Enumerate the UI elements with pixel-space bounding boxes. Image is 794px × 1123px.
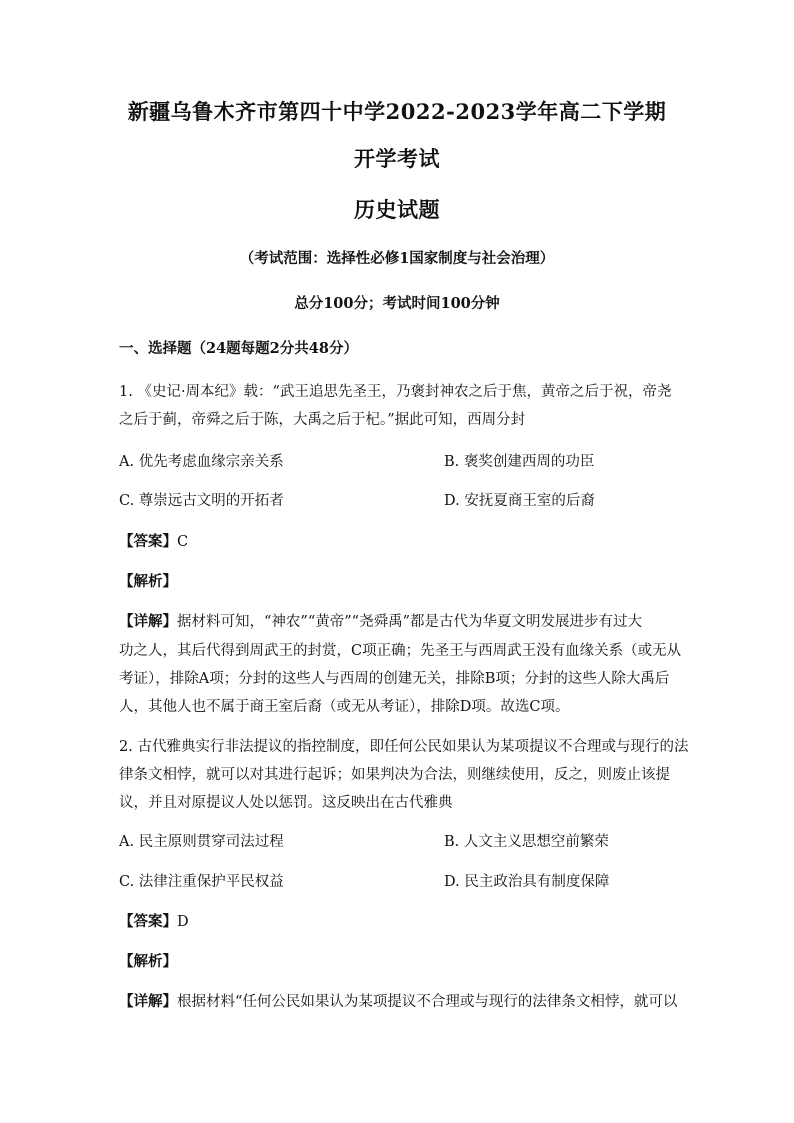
q1-detail-label: 【详解】	[119, 613, 177, 630]
q1-option-c: C. 尊崇远古文明的开拓者	[119, 493, 284, 509]
q1-detail-line-3: 考证），排除A项；分封的这些人与西周的创建无关，排除B项；分封的这些人除大禹后	[119, 671, 670, 687]
q1-detail-line-1	[119, 610, 642, 631]
score-and-time: 总分100分；考试时间100分钟	[294, 295, 500, 312]
q1-answer-label: 【答案】	[119, 533, 177, 550]
q2-option-d: D. 民主政治具有制度保障	[444, 874, 610, 890]
q2-stem-line-2: 律条文相悖，就可以对其进行起诉；如果判决为合法，则继续使用，反之，则废止该提	[119, 767, 670, 783]
q1-answer-value: C	[177, 534, 189, 550]
q1-answer-row	[119, 530, 188, 551]
q2-analysis-label: 【解析】	[119, 953, 177, 970]
q1-detail-text-1: 据材料可知，“神农”“黄帝”“尧舜禹”都是古代为华夏文明发展进步有过大	[177, 614, 642, 630]
section-heading: 一、选择题（24题每题2分共48分）	[119, 340, 358, 357]
q1-detail-line-2: 功之人，其后代得到周武王的封赏，C项正确；先圣王与西周武王没有血缘关系（或无从	[119, 643, 682, 659]
q1-detail-line-4: 人，其他人也不属于商王室后裔（或无从考证），排除D项。故选C项。	[119, 699, 570, 715]
q1-option-a: A. 优先考虑血缘宗亲关系	[119, 454, 284, 470]
q1-stem-line-2: 之后于蓟，帝舜之后于陈，大禹之后于杞。”据此可知，西周分封	[119, 412, 526, 428]
q2-stem-line-1: 2. 古代雅典实行非法提议的指控制度，即任何公民如果认为某项提议不合理或与现行的法	[119, 739, 689, 755]
q2-detail-label: 【详解】	[119, 993, 177, 1010]
q1-option-b: B. 褒奖创建西周的功臣	[444, 454, 595, 470]
q2-answer-row	[119, 910, 189, 931]
q2-answer-label: 【答案】	[119, 913, 177, 930]
title-line-1: 新疆乌鲁木齐市第四十中学2022-2023学年高二下学期	[127, 99, 667, 124]
q2-detail-line-1	[119, 990, 677, 1011]
exam-scope: （考试范围：选择性必修1国家制度与社会治理）	[239, 250, 555, 267]
q2-answer-value: D	[177, 914, 189, 930]
q1-option-d: D. 安抚夏商王室的后裔	[444, 493, 595, 509]
title-line-2: 开学考试	[354, 146, 440, 171]
q2-stem-line-3: 议，并且对原提议人处以惩罚。这反映出在古代雅典	[119, 795, 453, 811]
q2-detail-text-1: 根据材料“任何公民如果认为某项提议不合理或与现行的法律条文相悖，就可以	[177, 994, 678, 1010]
q2-analysis-row	[119, 950, 177, 971]
q1-stem-line-1: 1. 《史记·周本纪》载：“武王追思先圣王，乃褒封神农之后于焦，黄帝之后于祝，帝尧	[119, 384, 672, 400]
q1-analysis-label: 【解析】	[119, 573, 177, 590]
title-line-3: 历史试题	[354, 197, 440, 222]
q2-option-b: B. 人文主义思想空前繁荣	[444, 834, 609, 850]
q1-analysis-row	[119, 570, 177, 591]
q2-option-a: A. 民主原则贯穿司法过程	[119, 834, 284, 850]
q2-option-c: C. 法律注重保护平民权益	[119, 874, 284, 890]
